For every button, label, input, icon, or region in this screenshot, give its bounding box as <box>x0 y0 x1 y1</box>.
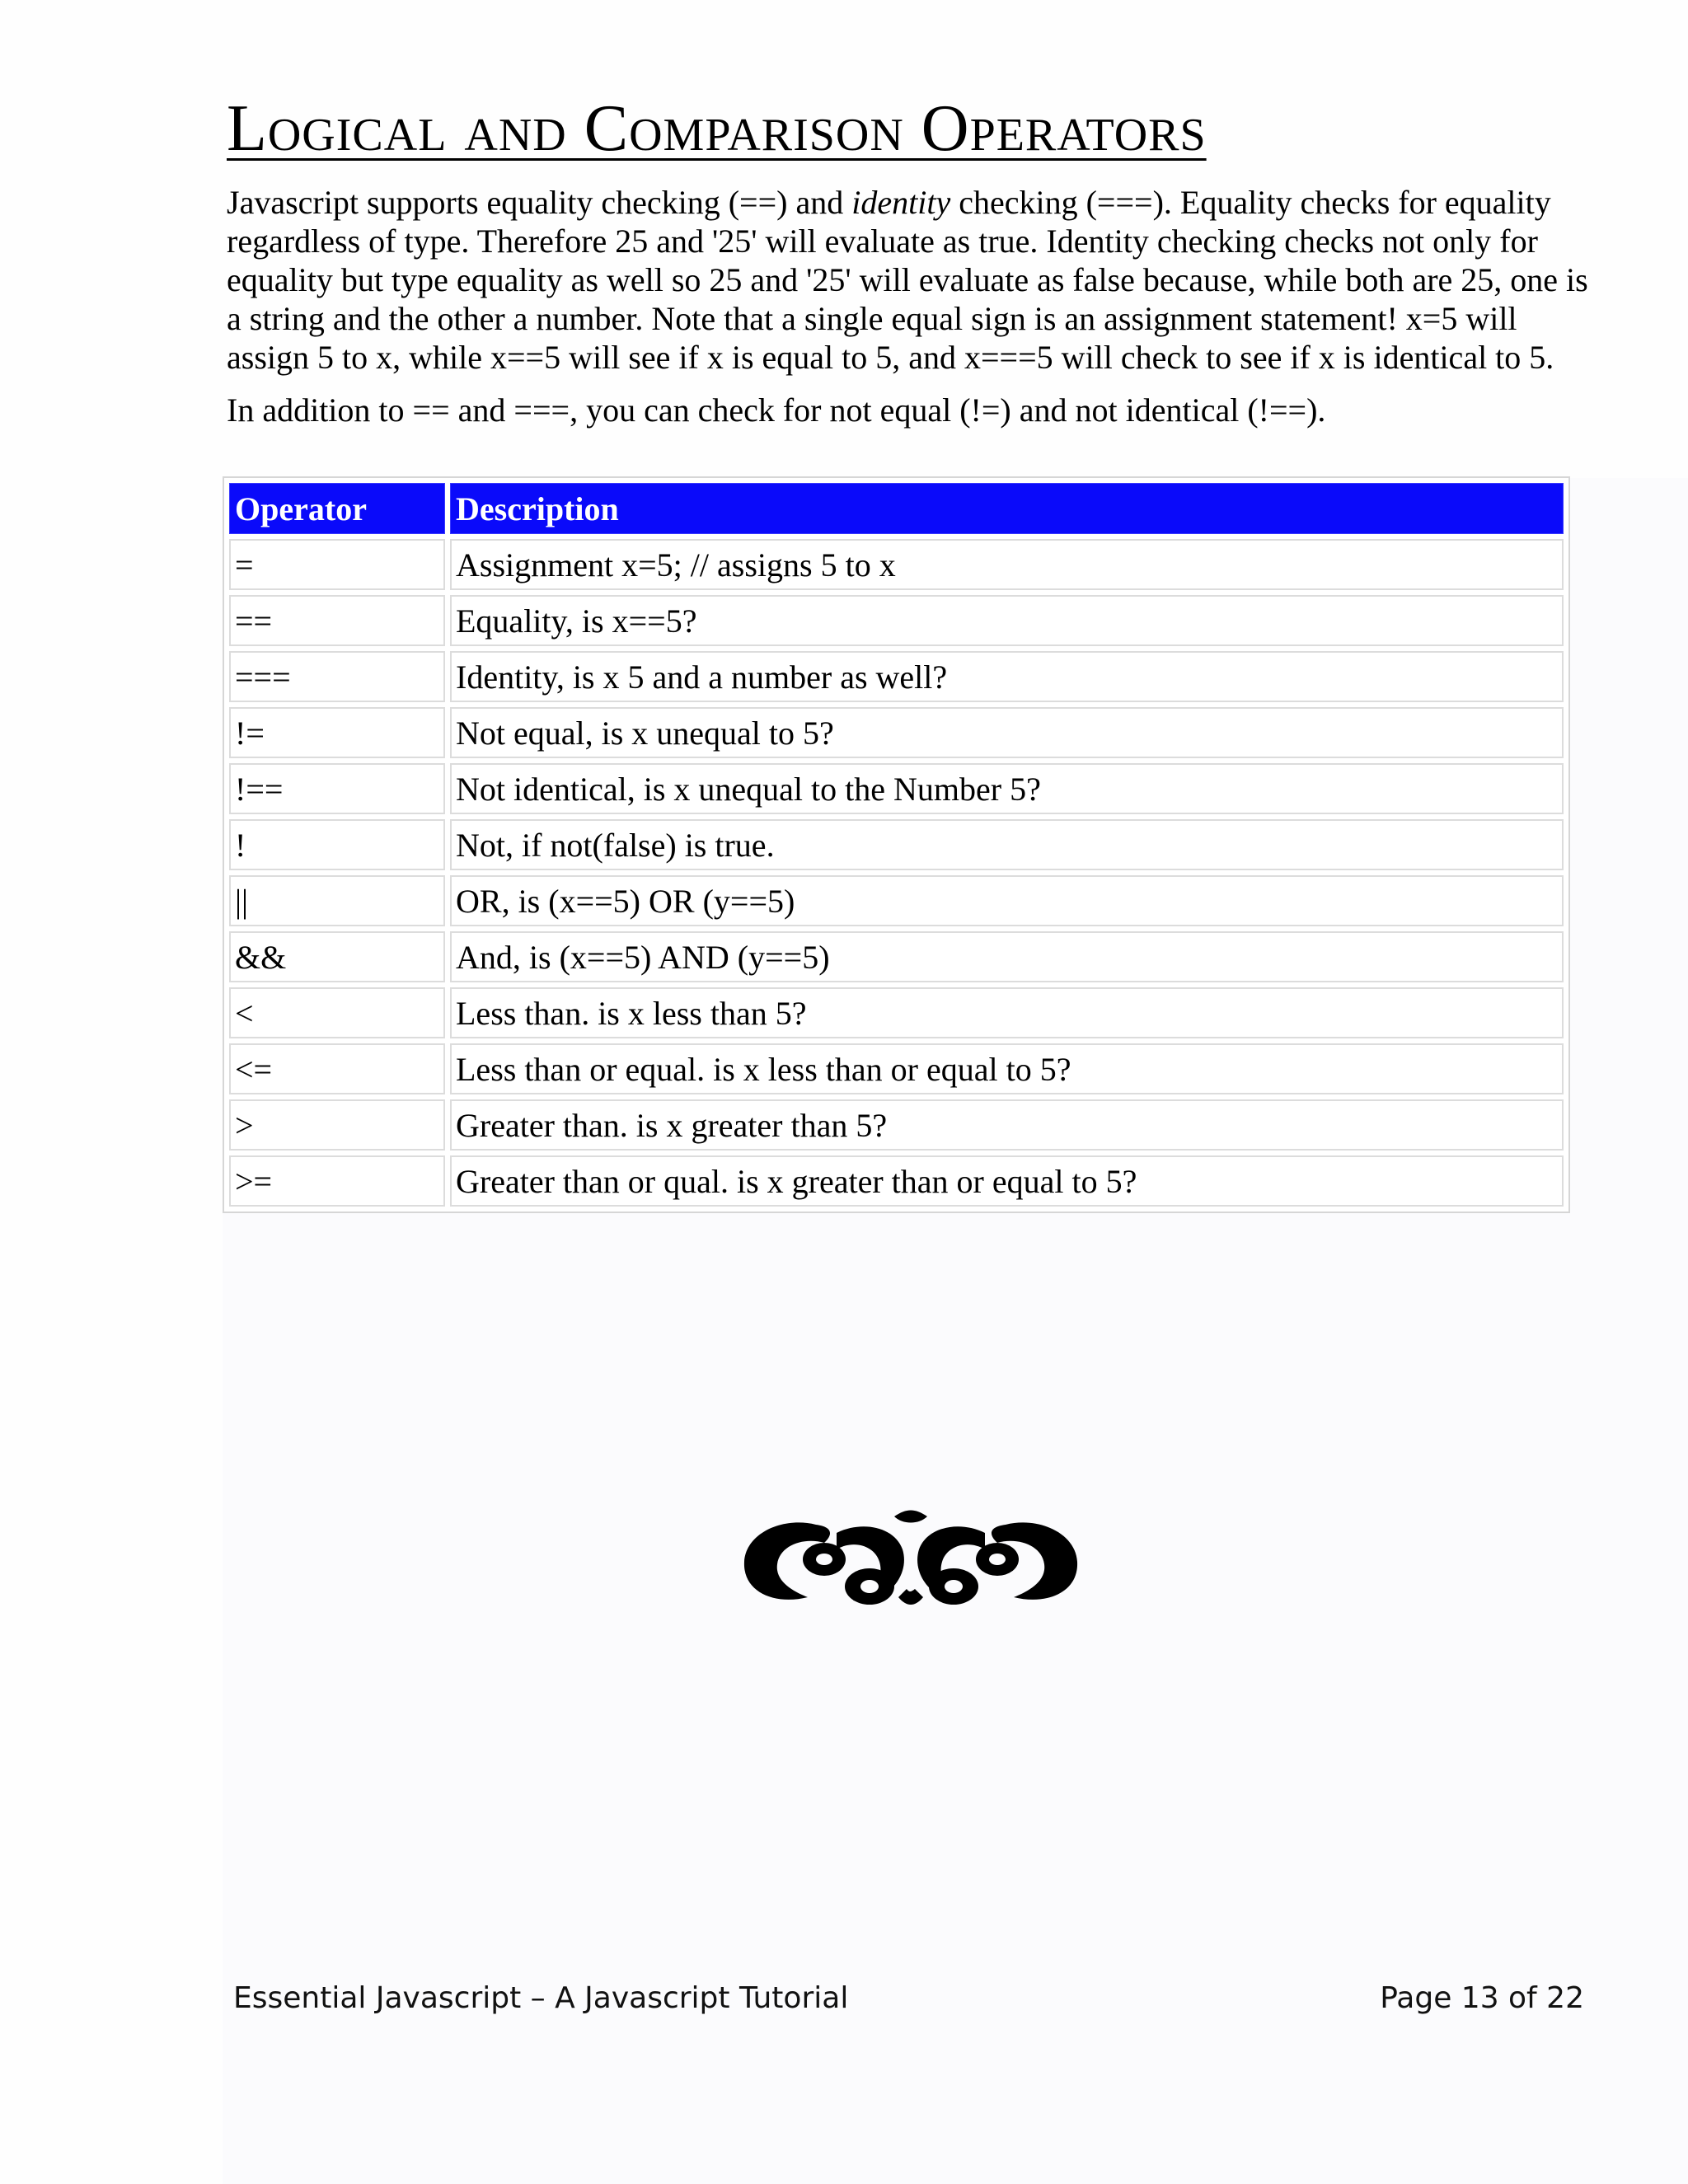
table-row <box>229 931 1564 982</box>
table-header-row <box>229 483 1564 534</box>
description-cell: Not equal, is x unequal to 5? <box>450 707 1564 758</box>
intro-text-start: Javascript supports equality checking (==) and <box>227 184 852 221</box>
operator-cell: != <box>229 707 445 758</box>
operator-cell: ! <box>229 819 445 870</box>
description-cell: Equality, is x==5? <box>450 595 1564 646</box>
table-row <box>229 875 1564 926</box>
description-cell: Less than. is x less than 5? <box>450 987 1564 1038</box>
description-cell: OR, is (x==5) OR (y==5) <box>450 875 1564 926</box>
operator-cell: === <box>229 651 445 702</box>
footer-document-title: Essential Javascript – A Javascript Tutorial <box>233 1981 849 2015</box>
description-cell: Less than or equal. is x less than or equal to 5? <box>450 1043 1564 1094</box>
intro-emphasis: identity <box>851 184 951 221</box>
section-heading: Logical and Comparison Operators <box>227 92 1207 165</box>
table-row <box>229 1099 1564 1151</box>
table-row <box>229 707 1564 758</box>
operator-cell: || <box>229 875 445 926</box>
table-row <box>229 763 1564 814</box>
description-cell: Not identical, is x unequal to the Number 5? <box>450 763 1564 814</box>
table-row <box>229 1155 1564 1207</box>
description-cell: Identity, is x 5 and a number as well? <box>450 651 1564 702</box>
intro-paragraph <box>227 183 1595 377</box>
operator-column-header: Operator <box>229 483 445 534</box>
description-cell: Not, if not(false) is true. <box>450 819 1564 870</box>
operators-table <box>223 476 1570 1213</box>
table-row <box>229 819 1564 870</box>
table-row <box>229 1043 1564 1094</box>
operator-cell: = <box>229 539 445 590</box>
scroll-flourish-icon <box>738 1500 1084 1615</box>
operator-cell: !== <box>229 763 445 814</box>
operator-cell: <= <box>229 1043 445 1094</box>
description-cell: And, is (x==5) AND (y==5) <box>450 931 1564 982</box>
operator-cell: == <box>229 595 445 646</box>
page-content <box>227 89 1595 429</box>
operator-cell: && <box>229 931 445 982</box>
operator-cell: > <box>229 1099 445 1151</box>
intro-text-end: checking (===). Equality checks for equality regardless of type. Therefore 25 and '25' will evaluate as true. Identity checking checks not only for equality but type equality as well so 25 and '25' will evaluate as false because, while both are 25, one is a string and the other a number. Note that a single equal sign is an assignment statement! x=5 will assign 5 to x, while x==5 will see if x is equal to 5, and x===5 will check to see if x is identical to 5. <box>227 184 1588 376</box>
description-column-header: Description <box>450 483 1564 534</box>
description-cell: Greater than. is x greater than 5? <box>450 1099 1564 1151</box>
table-row <box>229 651 1564 702</box>
footer-page-number: Page 13 of 22 <box>1380 1981 1584 2015</box>
table-row <box>229 539 1564 590</box>
table-row <box>229 595 1564 646</box>
table-row <box>229 987 1564 1038</box>
operator-cell: < <box>229 987 445 1038</box>
description-cell: Assignment x=5; // assigns 5 to x <box>450 539 1564 590</box>
inequality-paragraph: In addition to == and ===, you can check for not equal (!=) and not identical (!==). <box>227 391 1326 429</box>
operator-cell: >= <box>229 1155 445 1207</box>
description-cell: Greater than or qual. is x greater than or equal to 5? <box>450 1155 1564 1207</box>
